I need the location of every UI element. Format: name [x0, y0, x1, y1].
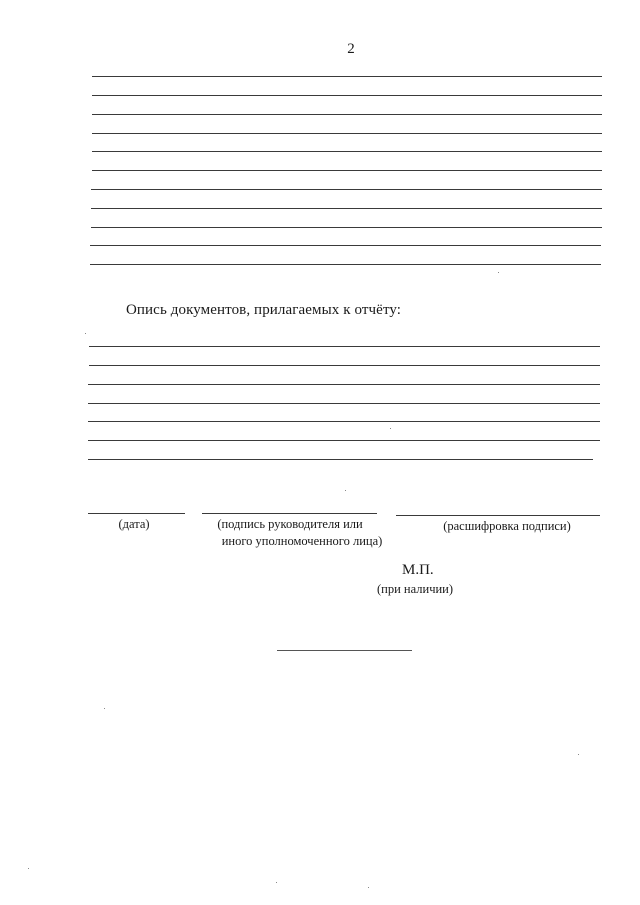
signature-caption-line1: (подпись руководителя или: [217, 517, 363, 531]
scan-speck: [85, 333, 86, 334]
page-number: 2: [347, 41, 355, 57]
signature-caption: [196, 516, 396, 550]
closing-line: [277, 650, 412, 651]
scan-speck: [28, 868, 29, 869]
blank-line: [92, 95, 602, 96]
date-caption: (дата): [118, 517, 150, 531]
signature-caption-line2: иного уполномоченного лица): [221, 534, 383, 548]
blank-line: [88, 384, 600, 385]
blank-line: [88, 440, 600, 441]
blank-line: [88, 421, 600, 422]
scan-speck: [578, 754, 579, 755]
blank-line: [91, 227, 602, 228]
blank-line: [91, 189, 602, 190]
scan-speck: [368, 887, 369, 888]
blank-line: [92, 133, 602, 134]
signature-line: [202, 513, 377, 514]
blank-line: [89, 365, 600, 366]
stamp-note: (при наличии): [377, 582, 454, 596]
blank-line: [92, 114, 602, 115]
blank-line: [91, 208, 602, 209]
scan-speck: [104, 708, 105, 709]
decryption-caption: (расшифровка подписи): [443, 519, 571, 533]
date-line: [88, 513, 185, 514]
scan-speck: [390, 428, 391, 429]
blank-line: [90, 245, 601, 246]
blank-line: [90, 264, 601, 265]
stamp-label: М.П.: [402, 562, 434, 578]
attachments-heading: Опись документов, прилагаемых к отчёту:: [126, 302, 402, 318]
blank-line: [89, 346, 600, 347]
scan-speck: [345, 490, 346, 491]
scan-speck: [498, 272, 499, 273]
blank-line: [92, 170, 602, 171]
blank-line: [88, 459, 593, 460]
blank-line: [88, 403, 600, 404]
blank-line: [92, 76, 602, 77]
decryption-line: [396, 515, 600, 516]
scan-speck: [276, 882, 277, 883]
blank-line: [92, 151, 602, 152]
